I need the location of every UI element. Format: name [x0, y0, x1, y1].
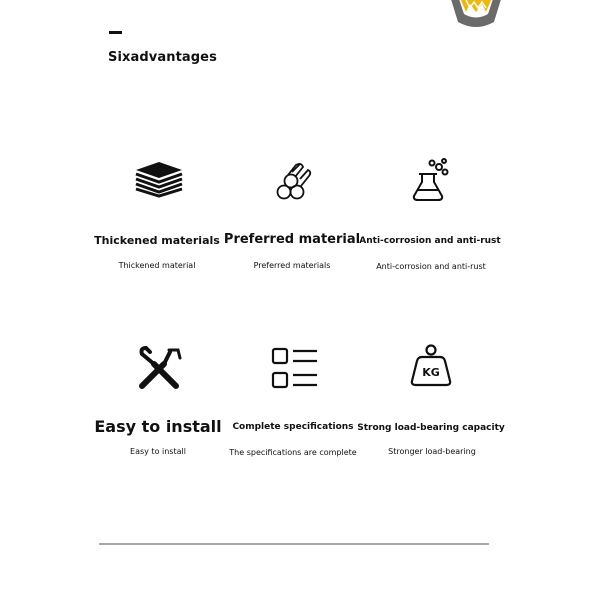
title-accent-dash: [109, 31, 122, 34]
feature-title-thickened: Thickened materials: [94, 234, 220, 247]
bottom-divider: [99, 543, 489, 545]
flask-icon: [410, 158, 452, 202]
feature-subtitle-thickened: Thickened material: [118, 261, 196, 270]
feature-title-install: Easy to install: [94, 417, 222, 436]
feature-title-anticorrosion: Anti-corrosion and anti-rust: [359, 236, 501, 246]
feature-subtitle-install: Easy to install: [130, 447, 186, 456]
feature-subtitle-loadbearing: Stronger load-bearing: [388, 447, 476, 456]
feature-title-specifications: Complete specifications: [232, 422, 354, 432]
kg-label: KG: [422, 366, 440, 379]
feature-title-loadbearing: Strong load-bearing capacity: [357, 423, 505, 433]
pipes-bundle-icon: [274, 162, 314, 202]
feature-subtitle-preferred: Preferred materials: [253, 261, 331, 270]
stacked-layers-icon: [134, 160, 184, 198]
kg-weight-icon: [410, 343, 452, 387]
feature-title-preferred: Preferred material: [223, 232, 361, 247]
brand-logo: [444, 0, 508, 28]
section-title: Sixadvantages: [108, 50, 217, 65]
feature-subtitle-anticorrosion: Anti-corrosion and anti-rust: [376, 262, 486, 271]
list-specifications-icon: [271, 347, 319, 391]
tools-icon: [134, 344, 184, 394]
feature-subtitle-specifications: The specifications are complete: [229, 448, 357, 457]
